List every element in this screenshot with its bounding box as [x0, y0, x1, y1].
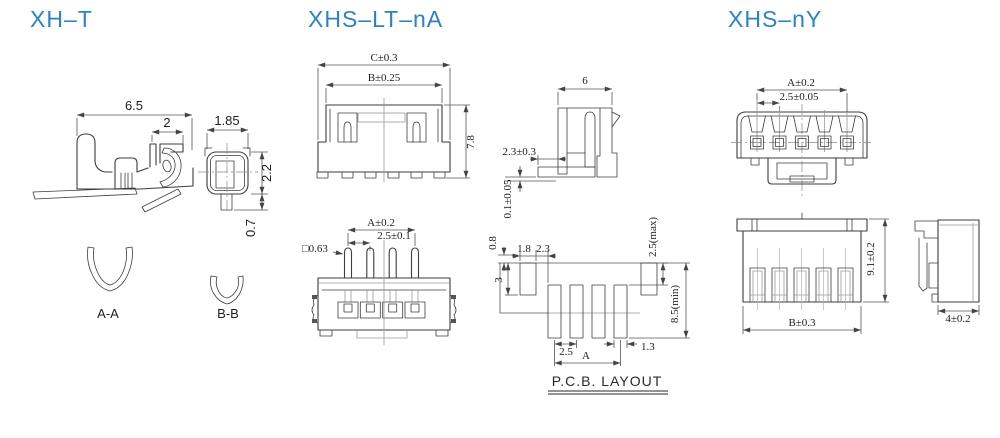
dim-side-standoff: 0.1±0.05 — [502, 179, 514, 219]
ny-rear-housing — [737, 213, 867, 310]
dim-ny-rear-b: B±0.3 — [788, 317, 816, 329]
dim-pcb-3: 3 — [493, 277, 505, 283]
ny-side-profile — [915, 220, 979, 302]
dim-pcb-08: 0.8 — [487, 236, 499, 250]
xhsny-rear-view — [737, 213, 889, 334]
pcb-layout-title: P.C.B. LAYOUT — [551, 373, 663, 389]
pcb-pads — [520, 263, 657, 338]
side-housing-section — [538, 108, 620, 177]
ny-front-housing — [731, 100, 871, 196]
carrier-strip — [33, 188, 137, 199]
dim-bottom-pitch: 2.5±0.1 — [377, 230, 411, 242]
title-xh-t: XH–T — [30, 6, 93, 32]
bottom-pins — [345, 248, 419, 278]
dim-terminal-height: 2.2 — [259, 163, 274, 183]
front-housing — [317, 98, 450, 182]
dim-pcb-18: 1.8 — [517, 243, 531, 255]
dim-terminal-tab: 0.7 — [243, 218, 258, 238]
dim-terminal-width: 1.85 — [214, 113, 240, 128]
title-xhs-ny: XHS–nY — [728, 6, 823, 32]
dim-pcb-13: 1.3 — [641, 341, 655, 353]
dim-front-c: C±0.3 — [370, 52, 398, 64]
xhslt-pcb-layout — [487, 217, 690, 394]
dim-ny-front-a: A±0.2 — [787, 77, 815, 89]
dim-pcb-25max: 2.5(max) — [647, 216, 659, 258]
dim-side-lead: 2.3±0.3 — [502, 146, 536, 158]
dim-terminal-contact: 2 — [163, 115, 171, 130]
dim-front-b: B±0.25 — [367, 72, 401, 84]
dim-ny-side-depth: 4±0.2 — [945, 313, 971, 325]
xht-end-view — [198, 113, 274, 237]
dim-bottom-pin: □0.63 — [302, 243, 328, 255]
dim-pcb-a: A — [582, 350, 590, 362]
xhsny-front-view — [731, 77, 871, 196]
title-xhs-lt-na: XHS–LT–nA — [308, 6, 444, 32]
end-view-body — [198, 143, 258, 214]
xhslt-front-view — [317, 52, 477, 182]
section-label-aa: A-A — [97, 306, 119, 321]
dim-pcb-85min: 8.5(min) — [669, 284, 681, 324]
xhslt-bottom-view — [302, 217, 456, 345]
terminal-outline — [77, 134, 193, 212]
xht-section-aa — [88, 247, 133, 321]
xhsny-side-view — [915, 220, 979, 325]
dim-front-height: 7.8 — [465, 135, 477, 149]
dim-ny-front-pitch: 2.5±0.05 — [779, 91, 819, 103]
xhslt-side-section-view — [502, 75, 620, 219]
dim-bottom-a: A±0.2 — [367, 217, 395, 229]
dim-pcb-25: 2.5 — [559, 346, 573, 358]
dim-pcb-23: 2.3 — [536, 243, 550, 255]
xht-section-bb — [210, 276, 243, 321]
xht-terminal-side-view — [33, 98, 193, 212]
dim-terminal-overall: 6.5 — [124, 98, 144, 113]
dim-side-width: 6 — [582, 75, 588, 87]
bottom-body — [312, 240, 456, 345]
dim-ny-rear-height: 9.1±0.2 — [865, 242, 877, 276]
section-label-bb: B-B — [217, 306, 239, 321]
